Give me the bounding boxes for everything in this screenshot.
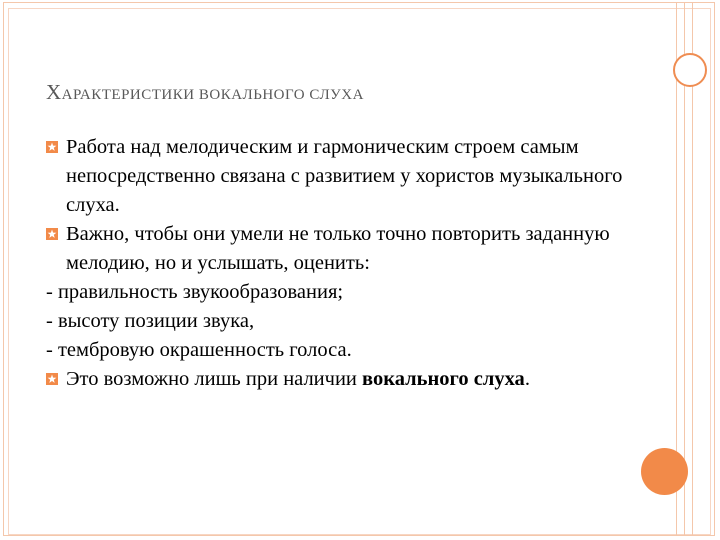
title-initial: Х	[46, 80, 62, 104]
list-item-text-end: .	[524, 368, 530, 390]
list-item-text: - правильность звукообразования;	[46, 281, 344, 303]
star-bullet-icon	[46, 373, 58, 385]
list-item-text-plain: Это возможно лишь при наличии	[66, 368, 363, 390]
decor-circle-outline	[673, 53, 707, 87]
slide-title	[46, 80, 364, 105]
list-item	[46, 365, 626, 394]
list-item-text	[66, 365, 626, 394]
list-item	[46, 220, 626, 278]
list-item-text: Работа над мелодическим и гармоническим строем самым непосредственно связана с развитием у хористов музыкального слуха.	[66, 136, 623, 216]
star-bullet-icon	[46, 141, 58, 153]
list-item	[46, 278, 626, 307]
star-bullet-icon	[46, 228, 58, 240]
list-item-text: Важно, чтобы они умели не только точно повторить заданную мелодию, но и услышать, оценить:	[66, 223, 610, 274]
slide-content	[46, 133, 626, 394]
list-item	[46, 133, 626, 220]
list-item-text-bold: вокального слуха	[362, 368, 525, 390]
decor-circle-filled	[641, 448, 688, 495]
list-item-text: - высоту позиции звука,	[46, 310, 255, 332]
title-rest: АРАКТЕРИСТИКИ ВОКАЛЬНОГО СЛУХА	[61, 87, 364, 103]
list-item	[46, 336, 626, 365]
list-item	[46, 307, 626, 336]
list-item-text: - тембровую окрашенность голоса.	[46, 339, 352, 361]
